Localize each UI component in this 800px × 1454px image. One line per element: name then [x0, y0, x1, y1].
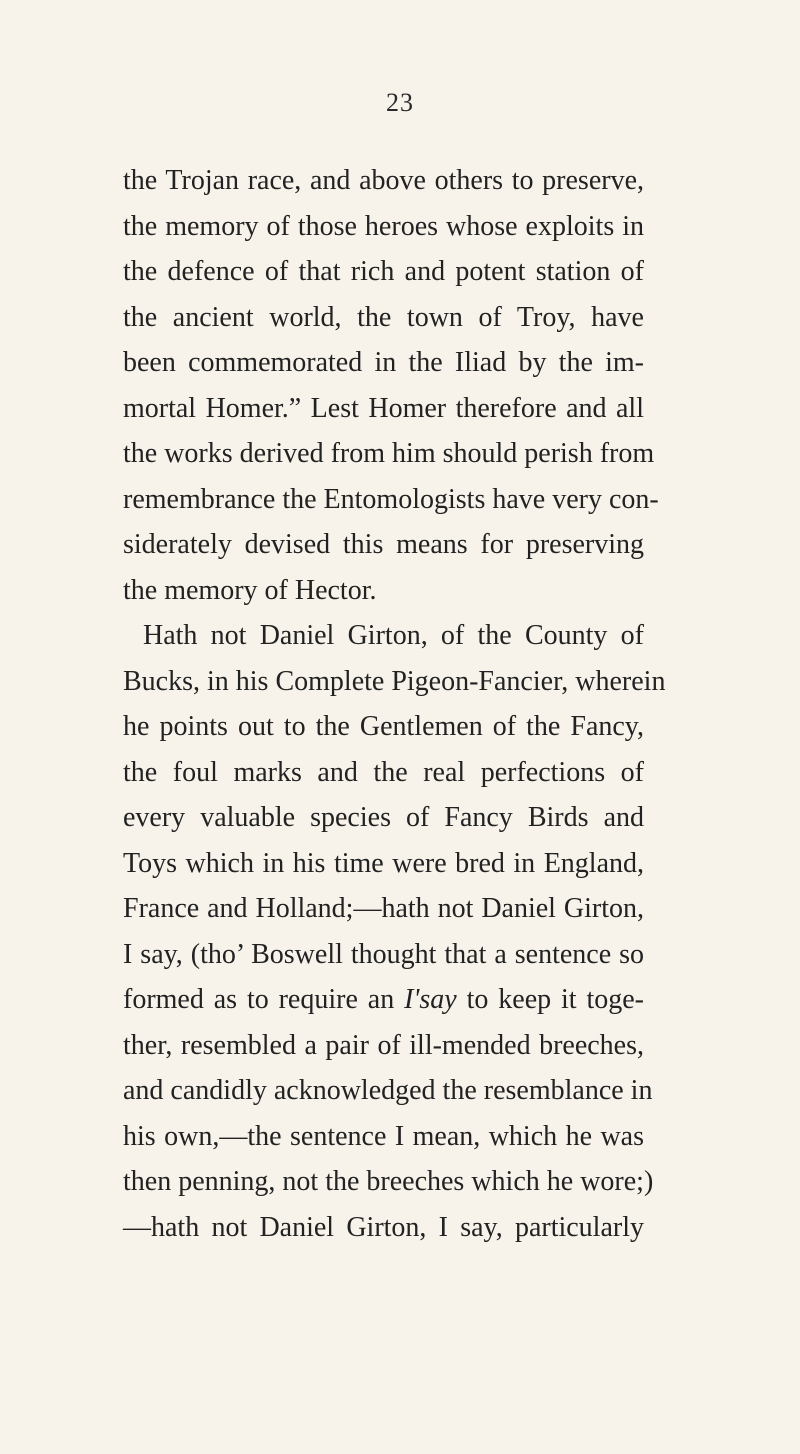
text-line-16: Toys which in his time were bred in England, — [123, 847, 644, 879]
text-line-13: he points out to the Gentlemen of the Fancy, — [123, 711, 644, 742]
text-line-2: the memory of those heroes whose exploits in — [123, 210, 644, 242]
italic-i-say: I'say — [404, 984, 457, 1015]
text-line-9: siderately devised this means for preserving — [123, 529, 644, 560]
text-line-24: —hath not Daniel Girton, I say, particularly — [123, 1211, 644, 1243]
text-line-10: the memory of Hector. — [123, 574, 377, 606]
text-line-8: remembrance the Entomologists have very con- — [123, 483, 659, 515]
text-line-5: been commemorated in the Iliad by the im- — [123, 347, 644, 378]
text-line-23: then penning, not the breeches which he wore;) — [123, 1166, 654, 1197]
text-line-15: every valuable species of Fancy Birds and — [123, 802, 644, 833]
text-line-12: Bucks, in his Complete Pigeon-Fancier, wherein — [123, 665, 666, 697]
text-line-19-before: formed as to require an — [123, 984, 405, 1015]
text-line-4: the ancient world, the town of Troy, have — [123, 301, 644, 333]
page-number: 23 — [386, 88, 414, 117]
text-line-19-after: to keep it toge- — [456, 984, 644, 1015]
text-line-6: mortal Homer.” Lest Homer therefore and all — [123, 392, 644, 424]
text-line-7: the works derived from him should perish from — [123, 438, 655, 469]
text-line-18: I say, (tho’ Boswell thought that a sentence so — [123, 938, 644, 970]
text-line-21: and candidly acknowledged the resemblance in — [123, 1075, 653, 1106]
text-line-11: Hath not Daniel Girton, of the County of — [143, 620, 644, 651]
text-line-22: his own,—the sentence I mean, which he was — [123, 1120, 644, 1152]
text-line-19 — [123, 977, 644, 1023]
text-line-3: the defence of that rich and potent station of — [123, 256, 644, 287]
text-line-1: the Trojan race, and above others to preserve, — [123, 165, 644, 196]
body-text — [123, 158, 666, 1250]
text-line-17: France and Holland;—hath not Daniel Girton, — [123, 893, 644, 924]
text-line-20: ther, resembled a pair of ill-mended breeches, — [123, 1029, 644, 1061]
text-line-14: the foul marks and the real perfections of — [123, 756, 644, 788]
